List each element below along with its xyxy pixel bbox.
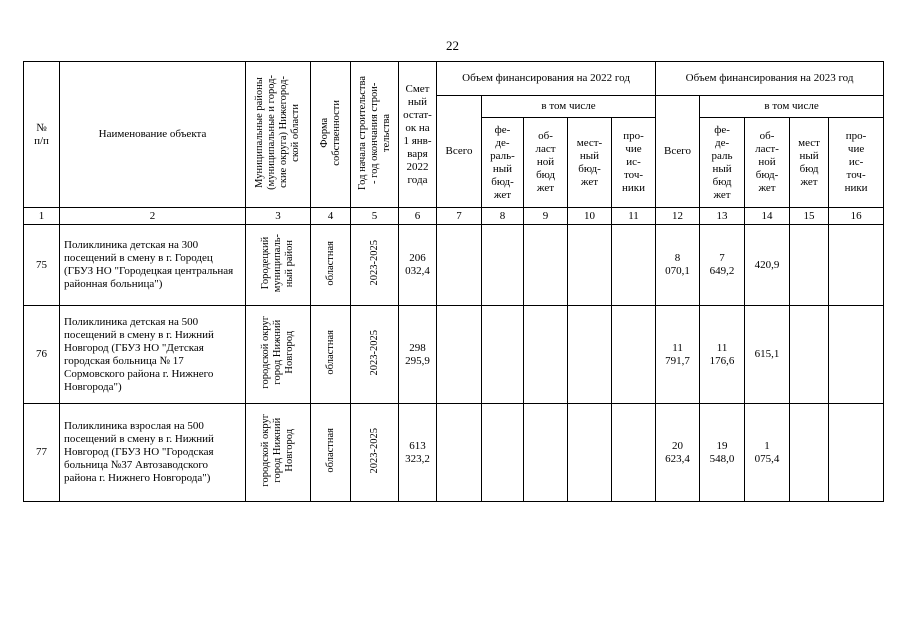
row-no: 76 [24, 306, 60, 404]
header-district [246, 62, 311, 208]
other-2023-cell [829, 404, 884, 502]
header-years [351, 62, 399, 208]
column-number: 14 [745, 208, 790, 225]
object-name: Поликлиника детская на 500 посещений в смену в г. Нижний Новгород (ГБУЗ НО "Детская городская больница № 17 Сормовского района г. Нижнего Новгорода") [60, 306, 246, 404]
federal-2023-cell: 19 548,0 [700, 404, 745, 502]
header-ownership-text: Форма собственности [318, 99, 342, 166]
column-number: 3 [246, 208, 311, 225]
object-name: Поликлиника детская на 300 посещений в смену в г. Городец (ГБУЗ НО "Городецкая центральная районная больница") [60, 225, 246, 306]
years-text: 2023-2025 [368, 240, 380, 286]
header-total-2023: Всего [656, 96, 700, 208]
regional-2022-cell [524, 225, 568, 306]
column-number: 13 [700, 208, 745, 225]
ownership-cell [311, 306, 351, 404]
local-2022-cell [568, 306, 612, 404]
years-cell [351, 404, 399, 502]
header-local-2022: мест- ный бюд- жет [568, 118, 612, 208]
column-number: 1 [24, 208, 60, 225]
federal-2022-cell [482, 306, 524, 404]
regional-2023-cell: 615,1 [745, 306, 790, 404]
header-total-2022: Всего [437, 96, 482, 208]
total-2023-cell: 8 070,1 [656, 225, 700, 306]
years-cell [351, 225, 399, 306]
other-2022-cell [612, 225, 656, 306]
header-other-2023: про- чие ис- точ- ники [829, 118, 884, 208]
local-2022-cell [568, 225, 612, 306]
header-regional-2022: об- ласт ной бюд жет [524, 118, 568, 208]
estimate-cell: 613 323,2 [399, 404, 437, 502]
header-object-name: Наименование объекта [60, 62, 246, 208]
regional-2023-cell: 420,9 [745, 225, 790, 306]
column-number: 7 [437, 208, 482, 225]
federal-2023-cell: 7 649,2 [700, 225, 745, 306]
header-other-2022: про- чие ис- точ- ники [612, 118, 656, 208]
column-number-row [24, 208, 884, 225]
header-row-1 [24, 62, 884, 96]
local-2022-cell [568, 404, 612, 502]
header-local-2023: мест ный бюд жет [790, 118, 829, 208]
estimate-cell: 206 032,4 [399, 225, 437, 306]
other-2023-cell [829, 225, 884, 306]
local-2023-cell [790, 404, 829, 502]
object-name: Поликлиника взрослая на 500 посещений в смену в г. Нижний Новгород (ГБУЗ НО "Городская больница №37 Автозаводского района г. Нижнего Новгорода") [60, 404, 246, 502]
header-district-text: Муниципальные районы (муниципальные и город- ские округа) Нижегород- ской области [254, 75, 301, 190]
years-text: 2023-2025 [368, 329, 380, 376]
federal-2022-cell [482, 225, 524, 306]
estimate-cell: 298 295,9 [399, 306, 437, 404]
total-2022-cell [437, 225, 482, 306]
header-federal-2023: фе- де- раль ный бюд жет [700, 118, 745, 208]
header-federal-2022: фе- де- раль- ный бюд- жет [482, 118, 524, 208]
total-2023-cell: 20 623,4 [656, 404, 700, 502]
other-2022-cell [612, 306, 656, 404]
column-number: 10 [568, 208, 612, 225]
header-including-2022: в том числе [482, 96, 656, 118]
column-number: 16 [829, 208, 884, 225]
ownership-cell [311, 225, 351, 306]
district-text: Городецкий муниципаль- ный район [260, 233, 295, 293]
district-cell [246, 404, 311, 502]
district-cell [246, 306, 311, 404]
row-no: 77 [24, 404, 60, 502]
column-number: 15 [790, 208, 829, 225]
other-2023-cell [829, 306, 884, 404]
column-number: 11 [612, 208, 656, 225]
district-cell [246, 225, 311, 306]
column-number: 2 [60, 208, 246, 225]
row-no: 75 [24, 225, 60, 306]
total-2023-cell: 11 791,7 [656, 306, 700, 404]
ownership-cell [311, 404, 351, 502]
ownership-text: областная [324, 330, 336, 375]
regional-2022-cell [524, 404, 568, 502]
column-number: 5 [351, 208, 399, 225]
district-text: городской округ город Нижний Новгород [260, 316, 295, 389]
table-row [24, 404, 884, 502]
table-row [24, 306, 884, 404]
column-number: 12 [656, 208, 700, 225]
total-2022-cell [437, 404, 482, 502]
regional-2023-cell: 1 075,4 [745, 404, 790, 502]
page-number: 22 [446, 38, 459, 53]
local-2023-cell [790, 306, 829, 404]
header-years-text: Год начала строительства - год окончания строи- тельства [356, 75, 392, 190]
federal-2022-cell [482, 404, 524, 502]
district-text: городской округ город Нижний Новгород [260, 414, 295, 487]
local-2023-cell [790, 225, 829, 306]
column-number: 6 [399, 208, 437, 225]
federal-2023-cell: 11 176,6 [700, 306, 745, 404]
ownership-text: областная [324, 428, 336, 473]
ownership-text: областная [324, 240, 336, 286]
years-text: 2023-2025 [368, 427, 380, 474]
header-no: № п/п [24, 62, 60, 208]
header-estimate: Смет ный остат- ок на 1 янв- варя 2022 года [399, 62, 437, 208]
regional-2022-cell [524, 306, 568, 404]
other-2022-cell [612, 404, 656, 502]
financing-table [23, 61, 884, 502]
table-row [24, 225, 884, 306]
column-number: 4 [311, 208, 351, 225]
total-2022-cell [437, 306, 482, 404]
header-including-2023: в том числе [700, 96, 884, 118]
header-ownership [311, 62, 351, 208]
years-cell [351, 306, 399, 404]
header-funding-2023: Объем финансирования на 2023 год [656, 62, 884, 96]
column-number: 8 [482, 208, 524, 225]
column-number: 9 [524, 208, 568, 225]
header-funding-2022: Объем финансирования на 2022 год [437, 62, 656, 96]
header-regional-2023: об- ласт- ной бюд- жет [745, 118, 790, 208]
